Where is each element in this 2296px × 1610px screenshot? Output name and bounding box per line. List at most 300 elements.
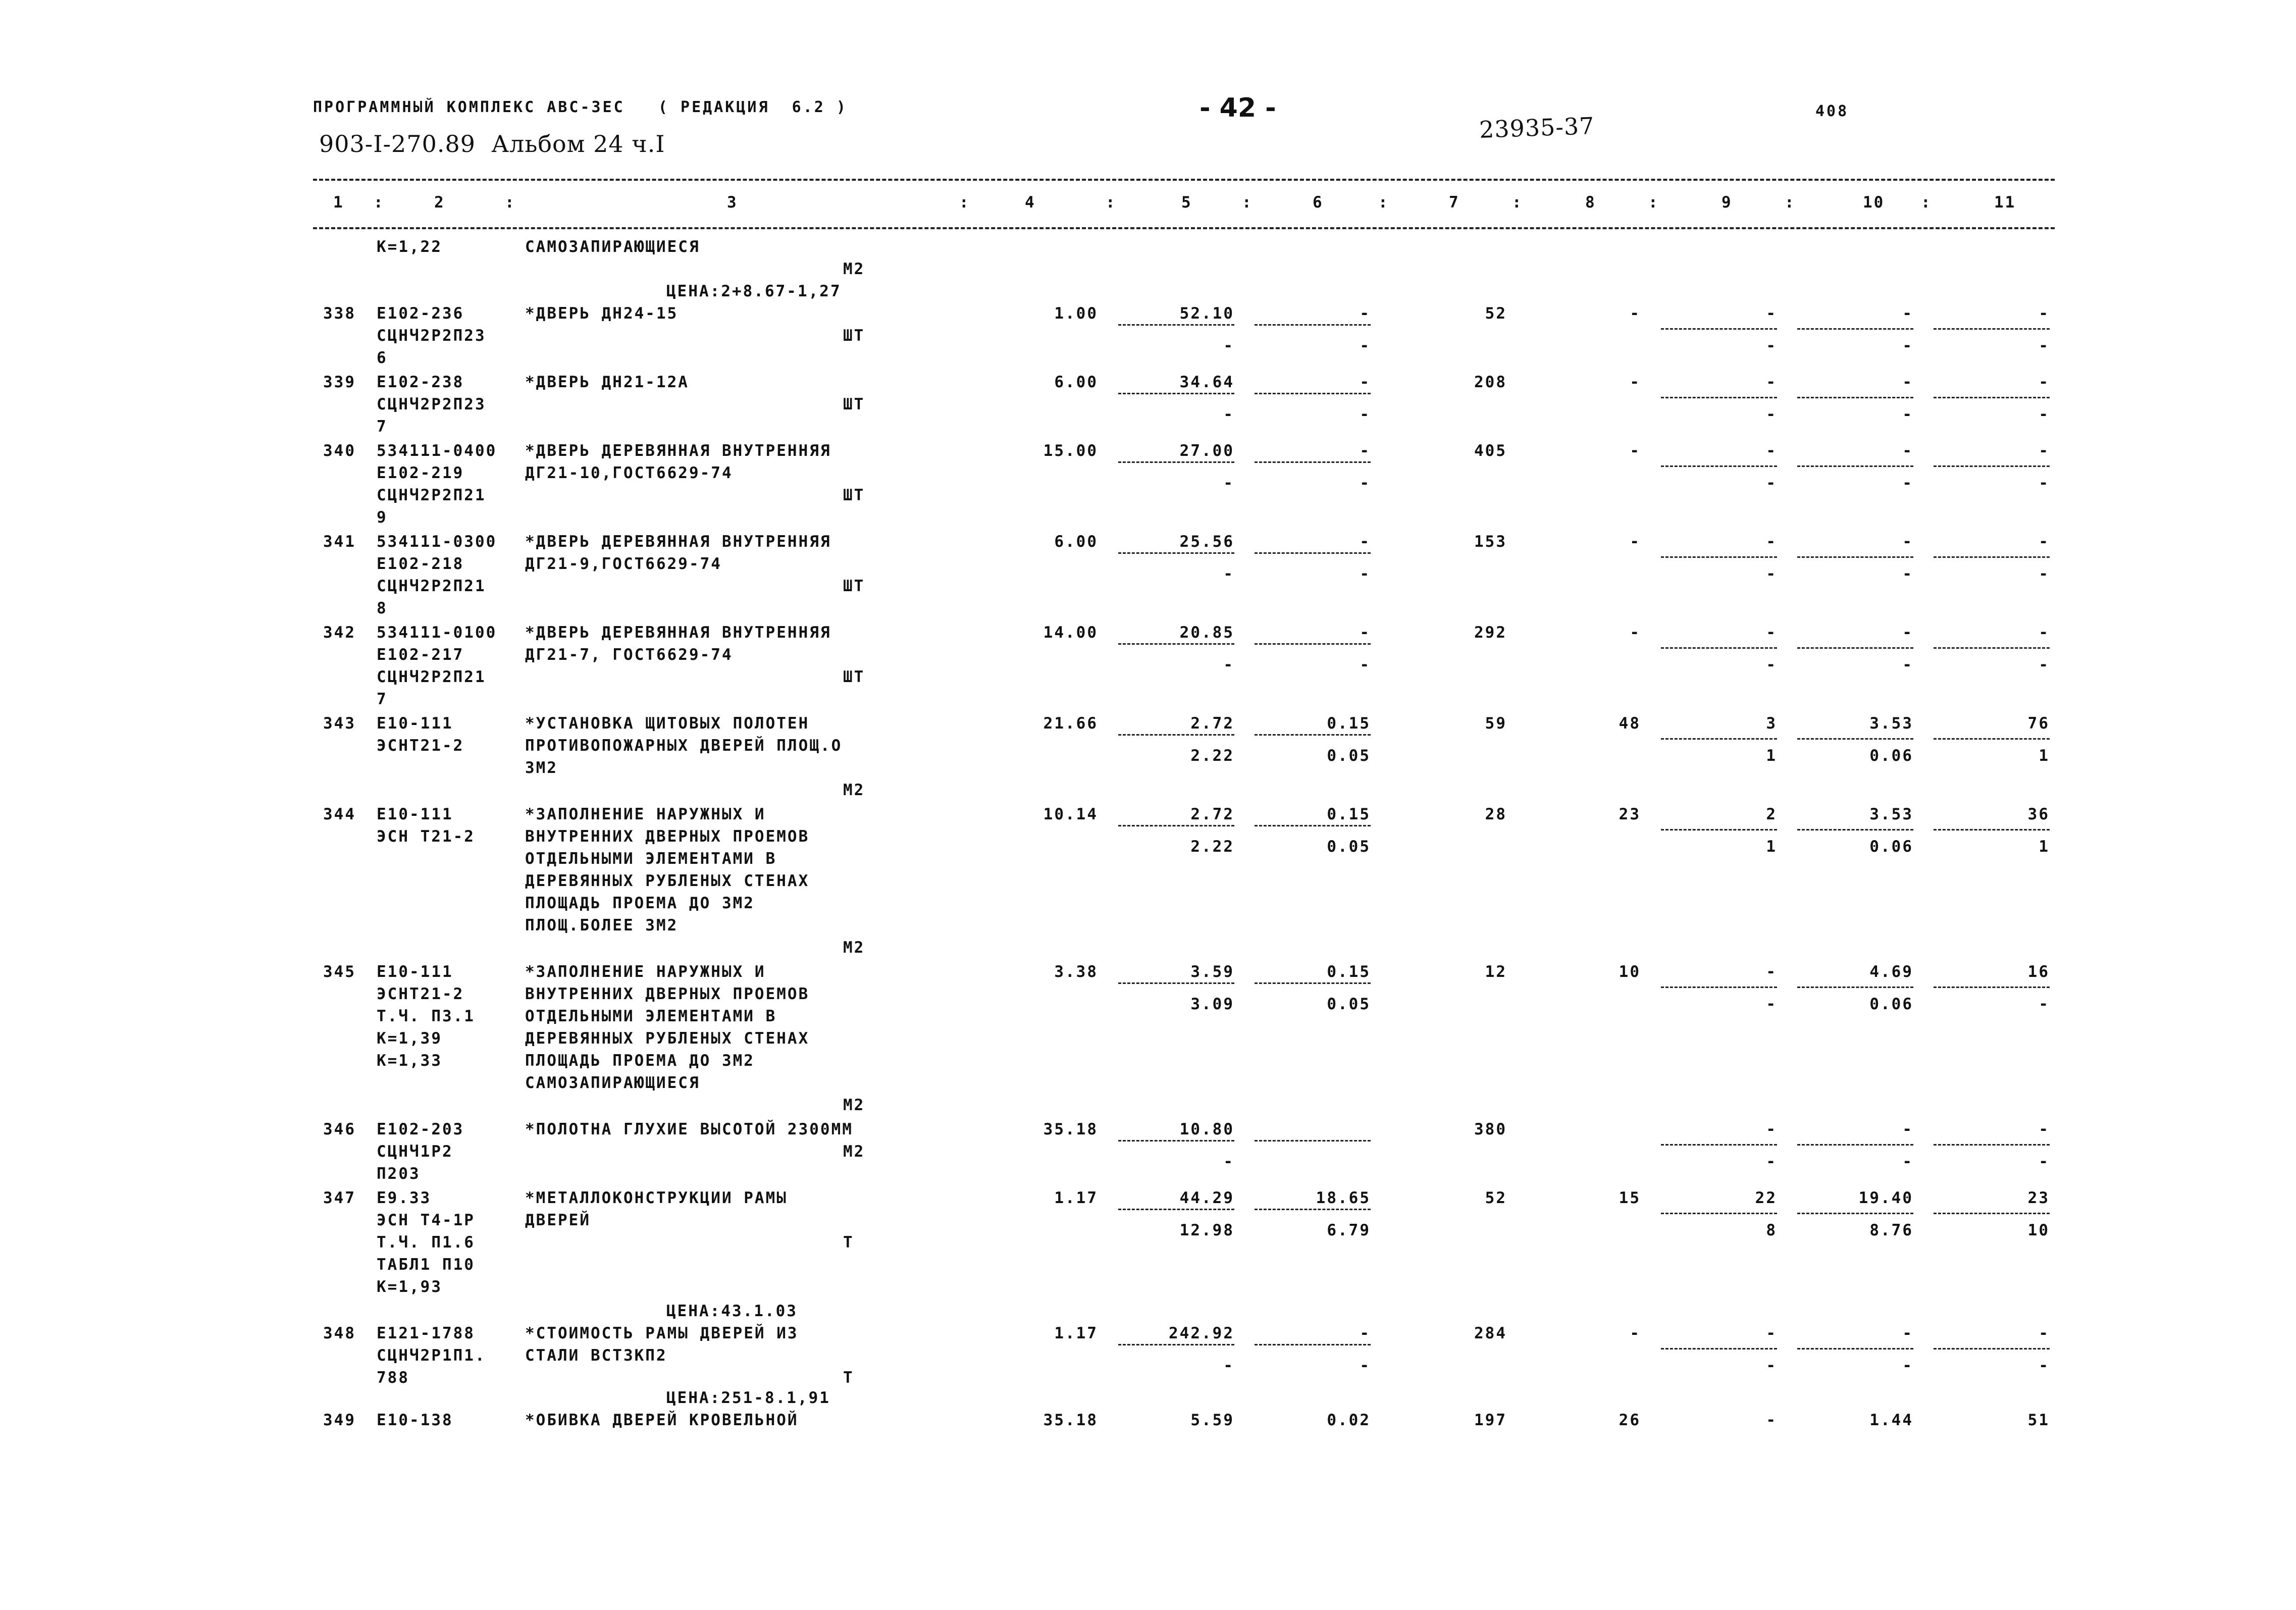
machine-cost-second: - (1766, 337, 1777, 355)
column-separator: : (505, 193, 516, 212)
row-number: 344 (323, 805, 356, 823)
value-divider (1118, 1140, 1234, 1141)
machine-cost: - (1766, 533, 1777, 551)
labor-hours-second: 0.06 (1869, 995, 1913, 1013)
value-divider (1255, 324, 1371, 326)
value-divider (1934, 397, 2050, 398)
unit-cost: 3.59 (1190, 963, 1234, 981)
rate-code: 534111-0100 (377, 624, 497, 642)
quantity: 35.18 (1043, 1120, 1098, 1138)
rate-code: ТАБЛ1 П10 (377, 1256, 475, 1274)
rate-code: ЭСН Т4-1Р (377, 1211, 475, 1229)
machine-cost-second: - (1766, 565, 1777, 583)
value-divider (1661, 986, 1777, 988)
labor-hours: - (1902, 1324, 1913, 1342)
value-divider (1661, 1213, 1777, 1214)
total-cost: 292 (1474, 624, 1507, 642)
unit-cost: 242.92 (1169, 1324, 1234, 1342)
measure-unit: ШТ (843, 577, 865, 595)
quantity: 1.00 (1054, 304, 1098, 323)
column-separator: : (1378, 193, 1389, 212)
row-number: 343 (323, 714, 356, 733)
continued-unit: М2 (843, 260, 865, 278)
rate-code: Т.Ч. П1.6 (377, 1233, 475, 1252)
rate-code: СЦНЧ2Р2П21 (377, 577, 486, 595)
rate-code: Е10-111 (377, 963, 453, 981)
labor-hours-second: - (1902, 405, 1913, 424)
value-divider (1118, 734, 1234, 736)
work-description: ДВЕРЕЙ (525, 1211, 591, 1229)
rate-code: Е102-203 (377, 1120, 464, 1138)
unit-cost-second: - (1223, 474, 1234, 492)
rate-code: Е9.33 (377, 1189, 432, 1207)
labor-total-second: 1 (2039, 838, 2050, 856)
machine-cost-second: - (1766, 474, 1777, 492)
work-description: ВНУТРЕННИХ ДВЕРНЫХ ПРОЕМОВ (525, 827, 810, 846)
labor-hours-second: - (1902, 474, 1913, 492)
value-divider (1797, 829, 1913, 830)
rate-code: Е102-238 (377, 373, 464, 391)
page-number: - 42 - (1199, 93, 1276, 123)
machine-cost: - (1766, 442, 1777, 460)
unit-cost: 20.85 (1179, 624, 1234, 642)
column-header: 3 (727, 193, 738, 212)
work-description: *ДВЕРЬ ДН21-12А (525, 373, 689, 391)
work-description: ПЛОЩАДЬ ПРОЕМА ДО 3М2 (525, 1052, 755, 1070)
labor-hours-second: 0.06 (1869, 747, 1913, 765)
value-divider (1934, 738, 2050, 740)
value-divider (1661, 1348, 1777, 1349)
unit-wages-second: 0.05 (1327, 838, 1371, 856)
row-number: 349 (323, 1411, 356, 1429)
continued-desc: САМОЗАПИРАЮЩИЕСЯ (525, 238, 700, 256)
unit-wages-second: 0.05 (1327, 747, 1371, 765)
header-rule-bottom (313, 227, 2055, 229)
total-wages: - (1630, 624, 1641, 642)
total-cost: 208 (1474, 373, 1507, 391)
work-description: ДЕРЕВЯННЫХ РУБЛЕНЫХ СТЕНАХ (525, 1029, 810, 1048)
unit-wages-second: - (1360, 565, 1371, 583)
quantity: 1.17 (1054, 1189, 1098, 1207)
labor-total-second: - (2039, 656, 2050, 674)
unit-cost: 52.10 (1179, 304, 1234, 323)
column-header: 6 (1313, 193, 1324, 212)
value-divider (1661, 397, 1777, 398)
doc-code: 23935-37 (1479, 112, 1595, 143)
value-divider (1118, 643, 1234, 645)
column-header: 4 (1025, 193, 1036, 212)
labor-hours: - (1902, 533, 1913, 551)
machine-cost-second: - (1766, 1153, 1777, 1171)
labor-hours: 3.53 (1869, 805, 1913, 823)
work-description: *ДВЕРЬ ДН24-15 (525, 304, 679, 323)
work-description: ОТДЕЛЬНЫМИ ЭЛЕМЕНТАМИ В (525, 850, 777, 868)
total-cost: 197 (1474, 1411, 1507, 1429)
row-number: 348 (323, 1324, 356, 1342)
column-header: 11 (1994, 193, 2016, 212)
sheet-number: 408 (1815, 102, 1849, 120)
unit-cost-second: 2.22 (1190, 838, 1234, 856)
quantity: 3.38 (1054, 963, 1098, 981)
labor-total-second: - (2039, 405, 2050, 424)
total-wages: 15 (1619, 1189, 1641, 1207)
unit-wages: - (1360, 1324, 1371, 1342)
unit-wages-second: 6.79 (1327, 1221, 1371, 1239)
value-divider (1934, 328, 2050, 330)
total-wages: 48 (1619, 714, 1641, 733)
work-description: *ЗАПОЛНЕНИЕ НАРУЖНЫХ И (525, 805, 766, 823)
value-divider (1118, 1344, 1234, 1345)
unit-cost-second: - (1223, 565, 1234, 583)
quantity: 10.14 (1043, 805, 1098, 823)
unit-cost: 34.64 (1179, 373, 1234, 391)
value-divider (1934, 556, 2050, 558)
value-divider (1118, 1209, 1234, 1210)
labor-hours-second: 0.06 (1869, 838, 1913, 856)
rate-code: ЭСНТ21-2 (377, 737, 464, 755)
machine-cost-second: - (1766, 656, 1777, 674)
machine-cost: 2 (1766, 805, 1777, 823)
unit-cost-second: 12.98 (1179, 1221, 1234, 1239)
program-line: ПРОГРАММНЫЙ КОМПЛЕКС АВС-3ЕС ( РЕДАКЦИЯ 6.2 ) (313, 98, 848, 116)
quantity: 15.00 (1043, 442, 1098, 460)
rate-code: П203 (377, 1165, 421, 1183)
value-divider (1661, 829, 1777, 830)
work-description: СТАЛИ ВСТ3КП2 (525, 1346, 667, 1365)
value-divider (1797, 465, 1913, 467)
value-divider (1661, 556, 1777, 558)
unit-cost-second: 2.22 (1190, 747, 1234, 765)
rate-code: 7 (377, 690, 388, 708)
measure-unit: Т (843, 1233, 854, 1252)
labor-total-second: 10 (2027, 1221, 2050, 1239)
unit-wages: - (1360, 304, 1371, 323)
row-number: 346 (323, 1120, 356, 1138)
value-divider (1934, 1144, 2050, 1146)
rate-code: ЭСН Т21-2 (377, 827, 475, 846)
total-cost: 28 (1485, 805, 1507, 823)
labor-total-second: - (2039, 995, 2050, 1013)
labor-total-second: - (2039, 474, 2050, 492)
album-line: 903-I-270.89 Альбом 24 ч.I (319, 130, 665, 158)
unit-cost-second: 3.09 (1190, 995, 1234, 1013)
total-wages: - (1630, 442, 1641, 460)
labor-hours: - (1902, 1120, 1913, 1138)
column-header: 5 (1181, 193, 1192, 212)
price-note: ЦЕНА:251-8.1,91 (666, 1389, 830, 1407)
total-cost: 52 (1485, 1189, 1507, 1207)
value-divider (1255, 734, 1371, 736)
column-separator: : (1648, 193, 1659, 212)
work-description: *СТОИМОСТЬ РАМЫ ДВЕРЕЙ ИЗ (525, 1324, 799, 1342)
labor-total-second: - (2039, 1357, 2050, 1375)
rate-code: ЭСНТ21-2 (377, 985, 464, 1003)
unit-cost-second: - (1223, 337, 1234, 355)
rate-code: 9 (377, 508, 388, 527)
column-separator: : (1512, 193, 1523, 212)
row-number: 342 (323, 624, 356, 642)
rate-code: Е102-217 (377, 646, 464, 664)
row-number: 339 (323, 373, 356, 391)
rate-code: 534111-0300 (377, 533, 497, 551)
column-separator: : (1242, 193, 1253, 212)
unit-cost-second: - (1223, 1357, 1234, 1375)
labor-total: - (2039, 1120, 2050, 1138)
value-divider (1661, 647, 1777, 649)
total-wages: - (1630, 304, 1641, 323)
unit-wages: - (1360, 442, 1371, 460)
value-divider (1934, 829, 2050, 830)
measure-unit: ШТ (843, 327, 865, 345)
unit-wages: 0.15 (1327, 805, 1371, 823)
column-separator: : (1921, 193, 1932, 212)
rate-code: К=1,93 (377, 1278, 442, 1296)
rate-code: Е102-219 (377, 464, 464, 482)
labor-total-second: 1 (2039, 747, 2050, 765)
labor-hours: 1.44 (1869, 1411, 1913, 1429)
labor-total: 23 (2027, 1189, 2050, 1207)
column-separator: : (374, 193, 385, 212)
work-description: *МЕТАЛЛОКОНСТРУКЦИИ РАМЫ (525, 1189, 788, 1207)
unit-cost-second: - (1223, 405, 1234, 424)
unit-wages: 18.65 (1316, 1189, 1371, 1207)
labor-hours: - (1902, 304, 1913, 323)
total-wages: - (1630, 533, 1641, 551)
quantity: 1.17 (1054, 1324, 1098, 1342)
column-header: 7 (1449, 193, 1460, 212)
value-divider (1255, 552, 1371, 554)
total-wages: 23 (1619, 805, 1641, 823)
value-divider (1797, 986, 1913, 988)
unit-cost: 2.72 (1190, 714, 1234, 733)
value-divider (1797, 738, 1913, 740)
unit-wages-second: - (1360, 656, 1371, 674)
labor-total: - (2039, 304, 2050, 323)
unit-cost: 5.59 (1190, 1411, 1234, 1429)
quantity: 21.66 (1043, 714, 1098, 733)
work-description: *ДВЕРЬ ДЕРЕВЯННАЯ ВНУТРЕННЯЯ (525, 442, 831, 460)
measure-unit: М2 (843, 1142, 865, 1161)
rate-code: 788 (377, 1369, 409, 1387)
value-divider (1797, 647, 1913, 649)
labor-total: 36 (2027, 805, 2050, 823)
work-description: ПЛОЩ.БОЛЕЕ 3М2 (525, 916, 679, 934)
total-wages: - (1630, 1324, 1641, 1342)
rate-code: Е10-138 (377, 1411, 453, 1429)
quantity: 6.00 (1054, 533, 1098, 551)
labor-total: - (2039, 1324, 2050, 1342)
value-divider (1255, 1344, 1371, 1345)
rate-code: 8 (377, 599, 388, 617)
unit-wages: 0.15 (1327, 963, 1371, 981)
labor-total-second: - (2039, 565, 2050, 583)
quantity: 14.00 (1043, 624, 1098, 642)
value-divider (1255, 461, 1371, 463)
labor-hours: - (1902, 624, 1913, 642)
rate-code: Е102-218 (377, 555, 464, 573)
work-description: ВНУТРЕННИХ ДВЕРНЫХ ПРОЕМОВ (525, 985, 810, 1003)
rate-code: 7 (377, 418, 388, 436)
work-description: ДЕРЕВЯННЫХ РУБЛЕНЫХ СТЕНАХ (525, 872, 810, 890)
work-description: *ЗАПОЛНЕНИЕ НАРУЖНЫХ И (525, 963, 766, 981)
value-divider (1255, 643, 1371, 645)
work-description: *УСТАНОВКА ЩИТОВЫХ ПОЛОТЕН (525, 714, 810, 733)
rate-code: СЦНЧ2Р2П21 (377, 486, 486, 504)
labor-hours-second: - (1902, 656, 1913, 674)
rate-code: Е10-111 (377, 805, 453, 823)
rate-code: Е102-236 (377, 304, 464, 323)
measure-unit: М2 (843, 1096, 865, 1114)
measure-unit: Т (843, 1369, 854, 1387)
work-description: *ДВЕРЬ ДЕРЕВЯННАЯ ВНУТРЕННЯЯ (525, 624, 831, 642)
unit-cost-second: - (1223, 1153, 1234, 1171)
machine-cost-second: 8 (1766, 1221, 1777, 1239)
measure-unit: М2 (843, 781, 865, 799)
value-divider (1797, 328, 1913, 330)
labor-hours: 3.53 (1869, 714, 1913, 733)
rate-code: Е121-1788 (377, 1324, 475, 1342)
value-divider (1118, 825, 1234, 826)
unit-wages-second: 0.05 (1327, 995, 1371, 1013)
value-divider (1118, 461, 1234, 463)
value-divider (1118, 982, 1234, 984)
total-wages: 26 (1619, 1411, 1641, 1429)
machine-cost: - (1766, 963, 1777, 981)
value-divider (1797, 556, 1913, 558)
machine-cost: - (1766, 304, 1777, 323)
rate-code: СЦНЧ2Р2П21 (377, 668, 486, 686)
value-divider (1934, 1213, 2050, 1214)
machine-cost: 22 (1755, 1189, 1777, 1207)
rate-code: Т.Ч. П3.1 (377, 1007, 475, 1025)
labor-total-second: - (2039, 337, 2050, 355)
machine-cost-second: - (1766, 995, 1777, 1013)
total-cost: 153 (1474, 533, 1507, 551)
unit-cost: 2.72 (1190, 805, 1234, 823)
total-cost: 380 (1474, 1120, 1507, 1138)
column-separator: : (1106, 193, 1117, 212)
value-divider (1255, 982, 1371, 984)
value-divider (1797, 397, 1913, 398)
machine-cost: 3 (1766, 714, 1777, 733)
value-divider (1934, 1348, 2050, 1349)
unit-wages: - (1360, 624, 1371, 642)
work-description: *ПОЛОТНА ГЛУХИЕ ВЫСОТОЙ 2300ММ (525, 1120, 853, 1138)
labor-hours-second: - (1902, 1357, 1913, 1375)
labor-total-second: - (2039, 1153, 2050, 1171)
value-divider (1934, 647, 2050, 649)
unit-wages-second: - (1360, 337, 1371, 355)
column-header: 1 (333, 193, 344, 212)
unit-wages: - (1360, 373, 1371, 391)
row-number: 345 (323, 963, 356, 981)
unit-wages-second: - (1360, 474, 1371, 492)
continued-code: К=1,22 (377, 238, 442, 256)
labor-hours-second: 8.76 (1869, 1221, 1913, 1239)
work-description: САМОЗАПИРАЮЩИЕСЯ (525, 1074, 700, 1092)
value-divider (1797, 1348, 1913, 1349)
labor-hours-second: - (1902, 1153, 1913, 1171)
work-description: 3М2 (525, 759, 558, 777)
labor-hours-second: - (1902, 565, 1913, 583)
row-number: 341 (323, 533, 356, 551)
price-note: ЦЕНА:43.1.03 (666, 1302, 798, 1320)
rate-code: СЦНЧ1Р2 (377, 1142, 453, 1161)
rate-code: СЦНЧ2Р2П23 (377, 395, 486, 413)
work-description: ДГ21-10,ГОСТ6629-74 (525, 464, 733, 482)
unit-wages-second: - (1360, 405, 1371, 424)
measure-unit: ШТ (843, 486, 865, 504)
measure-unit: ШТ (843, 668, 865, 686)
rate-code: 534111-0400 (377, 442, 497, 460)
quantity: 6.00 (1054, 373, 1098, 391)
unit-cost: 44.29 (1179, 1189, 1234, 1207)
column-separator: : (959, 193, 970, 212)
total-cost: 52 (1485, 304, 1507, 323)
labor-total: 16 (2027, 963, 2050, 981)
work-description: *ДВЕРЬ ДЕРЕВЯННАЯ ВНУТРЕННЯЯ (525, 533, 831, 551)
total-cost: 284 (1474, 1324, 1507, 1342)
header-rule-top (313, 179, 2055, 181)
row-number: 338 (323, 304, 356, 323)
value-divider (1661, 738, 1777, 740)
labor-total: - (2039, 373, 2050, 391)
column-header: 10 (1863, 193, 1885, 212)
labor-hours: 4.69 (1869, 963, 1913, 981)
work-description: ПРОТИВОПОЖАРНЫХ ДВЕРЕЙ ПЛОЩ.О (525, 737, 843, 755)
value-divider (1255, 1140, 1371, 1141)
machine-cost: - (1766, 624, 1777, 642)
labor-total: - (2039, 533, 2050, 551)
measure-unit: ШТ (843, 395, 865, 413)
machine-cost-second: - (1766, 1357, 1777, 1375)
machine-cost-second: - (1766, 405, 1777, 424)
total-cost: 59 (1485, 714, 1507, 733)
value-divider (1661, 328, 1777, 330)
machine-cost: - (1766, 1324, 1777, 1342)
rate-code: К=1,39 (377, 1029, 442, 1048)
work-description: *ОБИВКА ДВЕРЕЙ КРОВЕЛЬНОЙ (525, 1411, 799, 1429)
value-divider (1118, 324, 1234, 326)
labor-total: - (2039, 442, 2050, 460)
row-number: 347 (323, 1189, 356, 1207)
work-description: ДГ21-7, ГОСТ6629-74 (525, 646, 733, 664)
machine-cost: - (1766, 1120, 1777, 1138)
work-description: ПЛОЩАДЬ ПРОЕМА ДО 3М2 (525, 894, 755, 912)
labor-total: - (2039, 624, 2050, 642)
labor-hours: - (1902, 442, 1913, 460)
unit-cost-second: - (1223, 656, 1234, 674)
value-divider (1118, 393, 1234, 394)
value-divider (1661, 1144, 1777, 1146)
continued-price: ЦЕНА:2+8.67-1,27 (666, 282, 842, 300)
value-divider (1934, 465, 2050, 467)
quantity: 35.18 (1043, 1411, 1098, 1429)
row-number: 340 (323, 442, 356, 460)
unit-cost: 10.80 (1179, 1120, 1234, 1138)
value-divider (1255, 1209, 1371, 1210)
total-wages: - (1630, 373, 1641, 391)
value-divider (1934, 986, 2050, 988)
rate-code: Е10-111 (377, 714, 453, 733)
measure-unit: М2 (843, 939, 865, 957)
total-cost: 12 (1485, 963, 1507, 981)
machine-cost-second: 1 (1766, 747, 1777, 765)
rate-code: СЦНЧ2Р1П1. (377, 1346, 486, 1365)
machine-cost: - (1766, 1411, 1777, 1429)
labor-total: 76 (2027, 714, 2050, 733)
total-wages: 10 (1619, 963, 1641, 981)
